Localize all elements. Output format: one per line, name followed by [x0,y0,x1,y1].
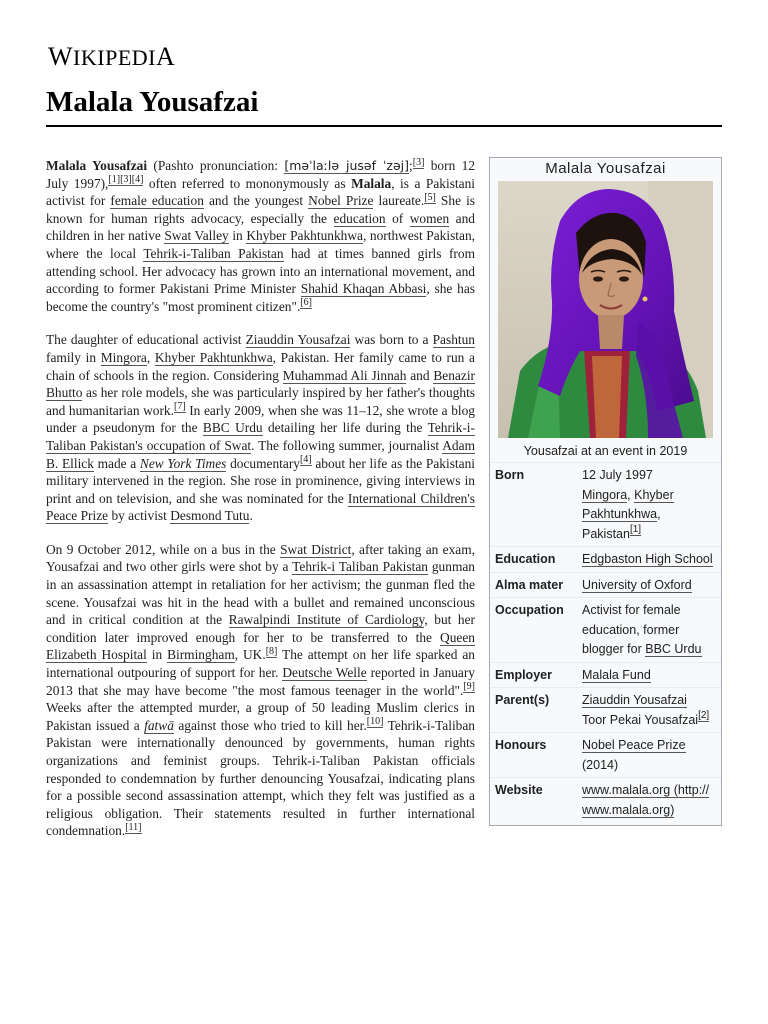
paragraph-intro: Malala Yousafzai (Pashto pronunciation: [məˈlaːlə jusəf ˈzəj];[3] born 12 July 1997),[1][3][4] often referred to mononymously as Malala, is a Pakistani activist for female education and the youngest Nobel Prize laureate.[5] She is known for human rights advocacy, especially the education of women and children in her native Swat Valley in Khyber Pakhtunkhwa, northwest Pakistan, where the local Tehrik-i-Taliban Pakistan had at times banned girls from attending school. Her advocacy has grown into an international movement, and according to former Pakistani Prime Minister Shahid Khaqan Abbasi, she has become the country's "most prominent citizen".[6] [46,156,476,314]
infobox-row-employer: Employer Malala Fund [490,662,721,688]
link-nobel-peace-prize[interactable]: Nobel Peace Prize [582,738,686,752]
link-occupation-of-swat[interactable]: Tehrik-i-Taliban Pakistan's occupation of Swat [46,420,475,453]
ref-link[interactable]: [1] [108,174,121,186]
article-title: Malala Yousafzai [46,86,722,127]
paragraph-early-life: The daughter of educational activist Ziauddin Yousafzai was born to a Pashtun family in Mingora, Khyber Pakhtunkhwa, Pakistan. Her family came to run a chain of schools in the region. Considering Muhammad Ali Jinnah and Benazir Bhutto as her role models, she was particularly inspired by her father's thoughts and humanitarian work.[7] In early 2009, when she was 11–12, she wrote a blog under a pseudonym for the BBC Urdu detailing her life during the Tehrik-i-Taliban Pakistan's occupation of Swat. The following summer, journalist Adam B. Ellick made a New York Times documentary[4] about her life as the Pakistani military intervened in the region. She rose in prominence, giving interviews in print and on television, and she was nominated for the International Children's Peace Prize by activist Desmond Tutu. [46,332,476,524]
ipa-pronunciation[interactable]: [məˈlaːlə jusəf ˈzəj] [284,158,409,173]
infobox-title: Malala Yousafzai [545,160,666,177]
paragraph-assassination-attempt: On 9 October 2012, while on a bus in the Swat District, after taking an exam, Yousafzai and two other girls were shot by a Tehrik-i Taliban Pakistan gunman in an assassination attempt in retaliation for her activism; the gunman fled the scene. Yousafzai was hit in the head with a bullet and remained unconscious and in critical condition at the Rawalpindi Institute of Cardiology, but her condition later improved enough for her to be transferred to the Queen Elizabeth Hospital in Birmingham, UK.[8] The attempt on her life sparked an international outpouring of support for her. Deutsche Welle reported in January 2013 that she may have become "the most famous teenager in the world".[9] Weeks after the attempted murder, a group of 50 leading Muslim clerics in Pakistan issued a fatwā against those who tried to kill her.[10] Tehrik-i-Taliban Pakistan were internationally denounced by governments, human rights organizations and feminist groups. Tehrik-i-Taliban Pakistan officials responded to condemnation by further denouncing Yousafzai, indicating plans for a possible second assassination attempt, which they felt was justified as a religious obligation. Their statements resulted in further international condemnation.[11] [46,541,476,839]
link-swat-valley[interactable]: Swat Valley [164,228,229,244]
link-khyber-pakhtunkhwa[interactable]: Khyber Pakhtunkhwa [582,487,674,521]
link-international-childrens-peace-prize[interactable]: International Children's Peace Prize [46,490,475,524]
link-swat-district[interactable]: Swat District [280,541,352,557]
ref-link[interactable]: [2] [698,710,710,722]
infobox-row-born: Born 12 July 1997 Mingora, Khyber Pakhtunkhwa, Pakistan[1] [490,462,721,546]
ref-link[interactable]: [3] [412,156,425,168]
link-tehrik-i-taliban-pakistan[interactable]: Tehrik-i-Taliban Pakistan [143,245,284,261]
ref-link[interactable]: [4] [131,174,144,186]
ref-link[interactable]: [8] [265,645,278,657]
link-female-education[interactable]: female education [110,193,204,209]
link-rawalpindi-institute-of-cardiology[interactable]: Rawalpindi Institute of Cardiology [228,612,425,628]
link-women[interactable]: women [409,210,450,226]
ref-link[interactable]: [3] [120,174,132,186]
ref-link[interactable]: [1] [629,524,642,536]
infobox-row-honours: Honours Nobel Peace Prize (2014) [490,732,721,777]
ref-link[interactable]: [9] [463,681,475,693]
link-birmingham[interactable]: Birmingham [167,647,235,663]
link-mingora[interactable]: Mingora [582,487,628,502]
link-shahid-khaqan-abbasi[interactable]: Shahid Khaqan Abbasi [300,281,427,297]
infobox-row-education: Education Edgbaston High School [490,546,721,572]
link-fatwa[interactable]: fatwā [144,717,174,733]
infobox-caption: Yousafzai at an event in 2019 [523,444,688,458]
link-muhammad-ali-jinnah[interactable]: Muhammad Ali Jinnah [282,367,407,383]
infobox-row-parents: Parent(s) Ziauddin Yousafzai Toor Pekai Yousafzai[2] [490,687,721,732]
link-khyber-pakhtunkhwa[interactable]: Khyber Pakhtunkhwa [154,349,273,365]
link-ziauddin-yousafzai[interactable]: Ziauddin Yousafzai [582,693,687,707]
link-pashtun[interactable]: Pashtun [432,332,476,348]
link-nobel-prize[interactable]: Nobel Prize [308,193,374,209]
link-new-york-times[interactable]: New York Times [139,455,227,471]
link-adam-b-ellick[interactable]: Adam B. Ellick [46,437,475,471]
infobox-row-website: Website www.malala.org (http://www.malala.org) [490,777,721,825]
ref-link[interactable]: [5] [424,191,436,203]
infobox [489,157,722,826]
link-deutsche-welle[interactable]: Deutsche Welle [282,665,367,681]
link-desmond-tutu[interactable]: Desmond Tutu [170,508,250,524]
ref-link[interactable]: [6] [300,297,312,309]
link-website[interactable]: www.malala.org (http://www.malala.org) [582,783,710,817]
link-ziauddin-yousafzai[interactable]: Ziauddin Yousafzai [245,332,351,348]
infobox-portrait-image[interactable] [490,181,721,441]
link-tehrik-i-taliban-pakistan[interactable]: Tehrik-i Taliban Pakistan [292,559,428,575]
link-benazir-bhutto[interactable]: Benazir Bhutto [46,367,475,401]
link-university-of-oxford[interactable]: University of Oxford [582,577,692,592]
portrait-photo [498,181,713,438]
link-bbc-urdu[interactable]: BBC Urdu [645,642,702,656]
link-queen-elizabeth-hospital[interactable]: Queen Elizabeth Hospital [46,629,475,663]
link-khyber-pakhtunkhwa[interactable]: Khyber Pakhtunkhwa [246,228,363,244]
ref-link[interactable]: [10] [366,716,384,728]
ref-link[interactable]: [7] [173,401,186,413]
wikipedia-logo[interactable]: WIKIPEDIA [48,42,176,71]
link-edgbaston-high-school[interactable]: Edgbaston High School [582,552,713,566]
link-mingora[interactable]: Mingora [100,349,147,365]
ref-link[interactable]: [11] [125,821,142,833]
link-malala-fund[interactable]: Malala Fund [582,667,651,682]
article-content [46,157,722,840]
ref-link[interactable]: [4] [299,454,312,466]
link-bbc-urdu[interactable]: BBC Urdu [202,420,263,436]
infobox-row-alma-mater: Alma mater University of Oxford [490,572,721,598]
link-education[interactable]: education [333,210,386,226]
infobox-row-occupation: Occupation Activist for female education, former blogger for BBC Urdu [490,597,721,662]
